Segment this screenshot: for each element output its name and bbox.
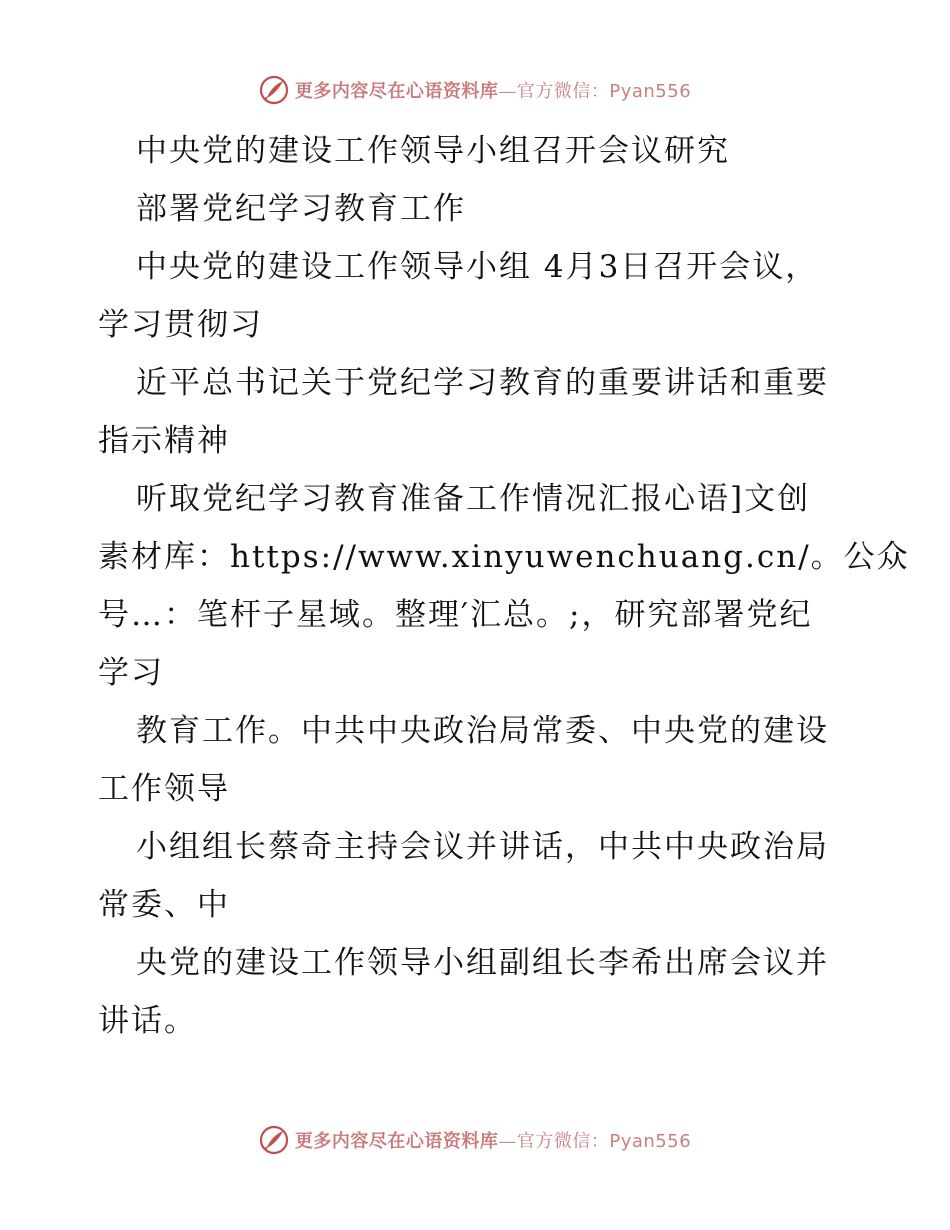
doc-paragraph-line: 央党的建设工作领导小组副组长李希出席会议并 <box>136 945 829 981</box>
doc-paragraph-line: 讲话。 <box>98 1003 197 1039</box>
doc-paragraph-line: 常委、中 <box>98 887 230 923</box>
doc-paragraph-line: 小组组长蔡奇主持会议并讲话，中共中央政治局 <box>136 829 829 865</box>
doc-paragraph-line: 号…：笔杆子星域。整理′汇总。;，研究部署党纪 <box>98 597 813 633</box>
doc-paragraph-line: 工作领导 <box>98 771 230 807</box>
red-quill-logo-icon <box>259 75 289 105</box>
watermark-separator: — <box>498 1131 517 1152</box>
doc-paragraph-line: 教育工作。中共中央政治局常委、中央党的建设 <box>136 713 829 749</box>
watermark-account: Pyan556 <box>609 81 692 102</box>
doc-title-line-1: 中央党的建设工作领导小组召开会议研究 <box>136 133 730 169</box>
doc-paragraph-line: 素材库：https://www.xinyuwenchuang.cn/。公众 <box>98 539 910 575</box>
watermark-account: Pyan556 <box>609 1131 692 1152</box>
doc-paragraph-line: 近平总书记关于党纪学习教育的重要讲话和重要 <box>136 365 829 401</box>
watermark-separator: — <box>498 81 517 102</box>
watermark-main: 更多内容尽在心语资料库 <box>294 1131 499 1152</box>
watermark-wechat-label: 官方微信： <box>516 1131 610 1152</box>
doc-paragraph-line: 学习贯彻习 <box>98 307 263 343</box>
doc-paragraph-line: 学习 <box>98 655 164 691</box>
doc-paragraph-line: 听取党纪学习教育准备工作情况汇报心语]文创 <box>136 481 811 517</box>
doc-paragraph-line: 指示精神 <box>98 423 230 459</box>
watermark-wechat-label: 官方微信： <box>516 81 610 102</box>
doc-title-line-2: 部署党纪学习教育工作 <box>136 191 466 227</box>
header-watermark <box>0 70 950 110</box>
doc-paragraph-line: 中央党的建设工作领导小组 4月3日召开会议， <box>136 249 819 285</box>
red-quill-logo-icon <box>259 1125 289 1155</box>
watermark-main: 更多内容尽在心语资料库 <box>294 81 499 102</box>
document-body <box>98 122 910 1050</box>
watermark-text <box>295 1127 691 1153</box>
footer-watermark <box>0 1120 950 1160</box>
watermark-text <box>295 77 691 103</box>
